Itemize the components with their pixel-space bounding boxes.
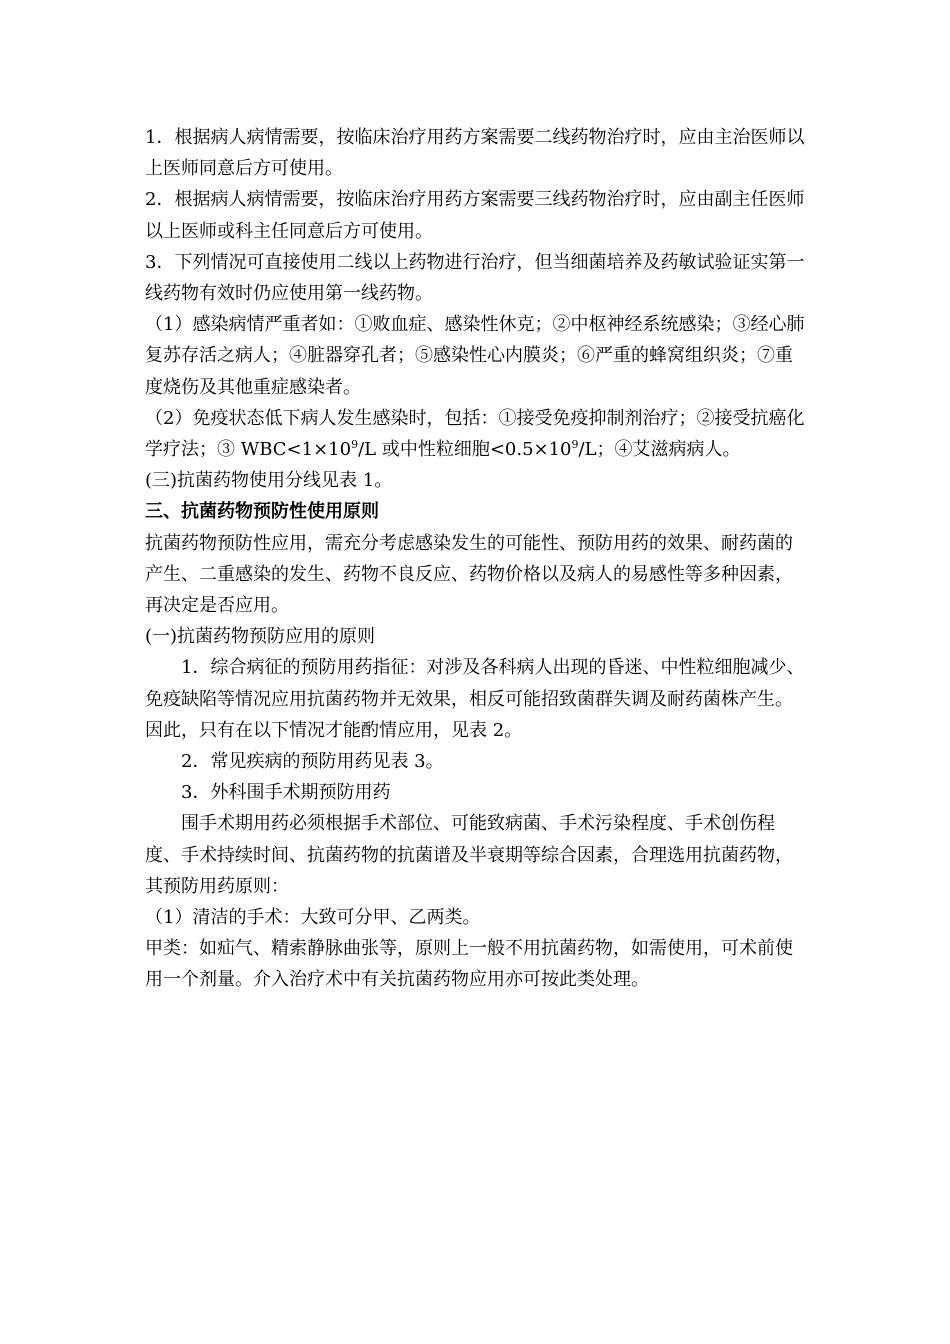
low-immunity-text-1: （2）免疫状态低下病人发生感染时，包括：①接受免疫抑制剂治疗；②接受抗癌化学疗法；③ WBC<1×10 (145, 407, 805, 461)
document-body (145, 122, 810, 996)
paragraph-low-immunity (145, 403, 810, 465)
subsection-heading-principles: (一)抗菌药物预防应用的原则 (145, 626, 376, 648)
paragraph-direct-use-conditions: 3．下列情况可直接使用二线以上药物进行治疗，但当细菌培养及药敏试验证实第一线药物有效时仍应使用第一线药物。 (145, 251, 805, 305)
superscript-exponent-1: 9 (351, 438, 359, 452)
paragraph-class-a: 甲类：如疝气、精索静脉曲张等，原则上一般不用抗菌药物，如需使用，可术前使用一个剂量。介入治疗术中有关抗菌药物应用亦可按此类处理。 (145, 938, 793, 991)
paragraph-clean-surgery: （1）清洁的手术：大致可分甲、乙两类。 (145, 907, 481, 929)
paragraph-perioperative-principles: 围手术期用药必须根据手术部位、可能致病菌、手术污染程度、手术创伤程度、手术持续时间、抗菌药物的抗菌谱及半衰期等综合因素，合理选用抗菌药物，其预防用药原则： (145, 813, 793, 897)
low-immunity-text-2: /L 或中性粒细胞<0.5×10 (358, 439, 572, 461)
low-immunity-text-3: /L；④艾滋病病人。 (578, 439, 741, 461)
paragraph-syndrome-indications: 1．综合病征的预防用药指征：对涉及各科病人出现的昏迷、中性粒细胞减少、免疫缺陷等情况应用抗菌药物并无效果，相反可能招致菌群失调及耐药菌株产生。因此，只有在以下情况才能酌情应用，见表 2。 (145, 657, 805, 741)
paragraph-table1-reference: (三)抗菌药物使用分线见表 1。 (145, 470, 393, 492)
paragraph-second-line-drug-rule: 1．根据病人病情需要，按临床治疗用药方案需要二线药物治疗时，应由主治医师以上医师同意后方可使用。 (145, 127, 805, 180)
paragraph-third-line-drug-rule: 2．根据病人病情需要，按临床治疗用药方案需要三线药物治疗时，应由副主任医师以上医师或科主任同意后方可使用。 (145, 189, 805, 242)
paragraph-common-diseases: 2．常见疾病的预防用药见表 3。 (181, 751, 444, 773)
section-heading-prophylactic-use: 三、抗菌药物预防性使用原则 (145, 501, 379, 523)
paragraph-perioperative-title: 3．外科围手术期预防用药 (181, 782, 391, 804)
paragraph-severe-infection: （1）感染病情严重者如：①败血症、感染性休克；②中枢神经系统感染；③经心肺复苏存活之病人；④脏器穿孔者；⑤感染性心内膜炎；⑥严重的蜂窝组织炎；⑦重度烧伤及其他重症感染者。 (145, 314, 805, 398)
superscript-exponent-2: 9 (571, 438, 579, 452)
paragraph-prophylactic-overview: 抗菌药物预防性应用，需充分考虑感染发生的可能性、预防用药的效果、耐药菌的产生、二重感染的发生、药物不良反应、药物价格以及病人的易感性等多种因素，再决定是否应用。 (145, 532, 793, 617)
